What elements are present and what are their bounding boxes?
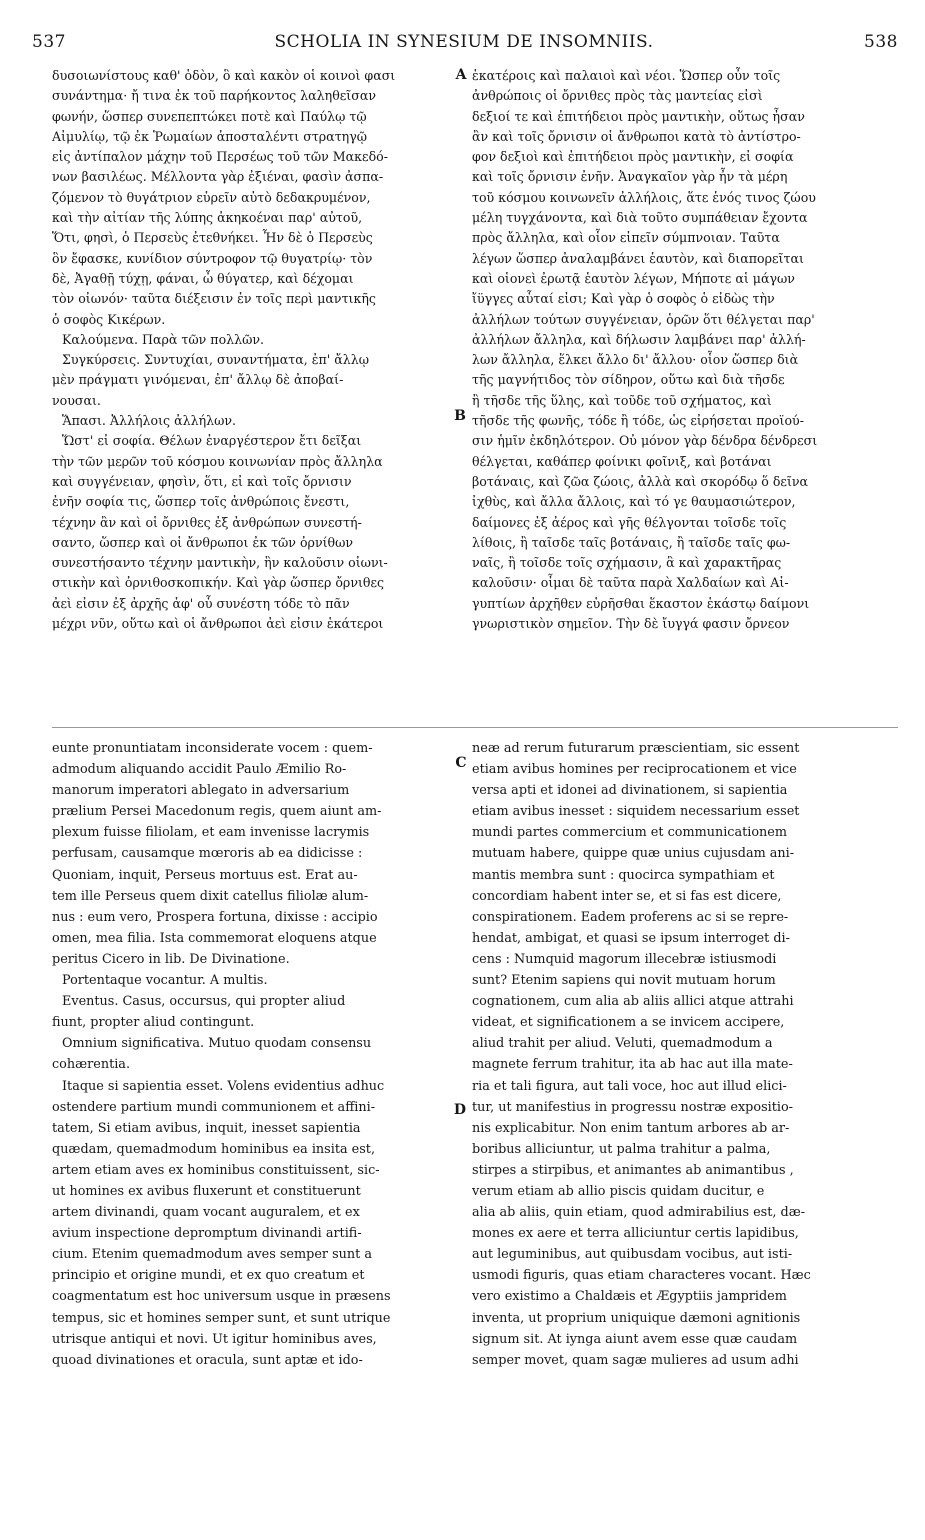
running-header <box>22 32 906 58</box>
greek-scholia-left-column <box>52 66 450 634</box>
text-line: μέλη τυγχάνοντα, καὶ διὰ τοῦτο συμπάθειαν ἔχοντα <box>472 210 808 226</box>
text-line: σιν ἡμῖν ἐκδηλότερον. Οὐ μόνον γὰρ δένδρα δένδρεσι <box>472 433 818 449</box>
text-line: magnete ferrum trahitur, ita ab hac aut illa mate- <box>472 1057 793 1073</box>
text-line: Καλούμενα. Παρὰ τῶν πολλῶν. <box>62 331 265 347</box>
text-line: fiunt, propter aliud contingunt. <box>52 1015 255 1031</box>
text-line: τοῦ κόσμου κοινωνεῖν ἀλλήλοις, ἅτε ἑνός τινος ζώου <box>472 189 816 205</box>
text-line: prælium Persei Macedonum regis, quem aiunt am- <box>52 804 382 820</box>
text-line: ἴϋγγες αὗταί εἰσι; Καὶ γὰρ ὁ σοφὸς ὁ εἰδὼς τὴν <box>472 291 775 307</box>
text-line: neæ ad rerum futurarum præscientiam, sic essent <box>472 741 800 756</box>
text-line: admodum aliquando accidit Paulo Æmilio Ro- <box>52 762 347 778</box>
text-line: tempus, sic et homines semper sunt, et sunt utrique <box>52 1310 391 1326</box>
text-line: mones ex aere et terra alliciuntur certis lapidibus, <box>472 1226 799 1242</box>
text-line: σαντο, ὥσπερ καὶ οἱ ἄνθρωποι ἐκ τῶν ὀρνίθων <box>52 534 354 550</box>
text-line: λων ἄλληλα, ἕλκει ἄλλο δι' ἄλλου· οἷον ὥσπερ διὰ <box>472 352 799 368</box>
text-line: semper movet, quam sagæ mulieres ad usum adhi <box>472 1352 799 1368</box>
text-line: ἐνῆν σοφία τις, ὥσπερ τοῖς ἀνθρώποις ἔνεστι, <box>52 494 350 510</box>
text-line: μέχρι νῦν, οὕτω καὶ οἱ ἄνθρωποι ἀεὶ εἰσιν ἑκάτεροι <box>52 616 384 632</box>
text-line: φον δεξιοὶ καὶ ἐπιτήδειοι πρὸς μαντικὴν, εἰ σοφία <box>472 149 794 165</box>
text-line: τὴν τῶν μερῶν τοῦ κόσμου κοινωνίαν πρὸς ἄλληλα <box>52 453 383 469</box>
text-line: tur, ut manifestius in progressu nostræ expositio- <box>472 1099 793 1115</box>
text-line: quoad divinationes et oracula, sunt aptæ et ido- <box>52 1352 363 1368</box>
text-line: ria et tali figura, aut tali voce, hoc aut illud elici- <box>472 1078 787 1094</box>
text-line: signum sit. At iynga aiunt avem esse quæ caudam <box>472 1331 798 1347</box>
text-line: δὲ, Ἀγαθῇ τύχῃ, φάναι, ὦ θύγατερ, καὶ δέχομαι <box>52 270 354 286</box>
text-line: artem divinandi, quam vocant auguralem, et ex <box>52 1205 360 1221</box>
text-line: ut homines ex avibus fluxerunt et constituerunt <box>52 1183 361 1199</box>
greek-scholia-right-column <box>472 66 896 634</box>
text-line: ναῖς, ἢ τοῖσδε τοῖς σχήμασιν, ἃ καὶ χαρακτῆρας <box>472 555 782 571</box>
text-line: mundi partes commercium et communicationem <box>472 825 787 841</box>
text-line: utrisque antiqui et novi. Ut igitur hominibus aves, <box>52 1331 377 1347</box>
column-divider-rule <box>52 727 898 728</box>
text-line: ζόμενον τὸ θυγάτριον εὑρεῖν αὐτὸ δεδακρυμένον, <box>52 189 371 205</box>
text-line: καὶ συγγένειαν, φησὶν, ὅτι, εἰ καὶ τοῖς ὄρνισιν <box>52 473 352 489</box>
text-line: principio et origine mundi, et ex quo creatum et <box>52 1268 365 1284</box>
text-line: φωνήν, ὥσπερ συνεπεπτώκει ποτὲ καὶ Παύλῳ τῷ <box>52 108 367 124</box>
text-line: manorum imperatori ablegato in adversarium <box>52 783 350 799</box>
text-line: ostendere partium mundi communionem et affini- <box>52 1099 376 1115</box>
text-line: eunte pronuntiatam inconsiderate vocem : quem- <box>52 741 373 756</box>
text-line: verum etiam ab allio piscis quidam ducitur, e <box>472 1183 765 1199</box>
text-line: mutuam habere, quippe quæ unius cujusdam ani- <box>472 846 795 862</box>
text-line: Αἰμυλίῳ, τῷ ἐκ Ῥωμαίων ἀποσταλέντι στρατηγῷ <box>52 128 367 144</box>
text-line: συνάντημα· ἤ τινα ἐκ τοῦ παρήκοντος λαληθεῖσαν <box>52 88 376 104</box>
section-marker-d: D <box>453 1102 467 1118</box>
text-line: λίθοις, ἢ ταῖσδε ταῖς βοτάναις, ἢ ταῖσδε ταῖς φω- <box>472 534 791 550</box>
text-line: concordiam habent inter se, et si fas est dicere, <box>472 888 782 904</box>
text-line: Ἅπασι. Ἀλλήλοις ἀλλήλων. <box>62 413 237 429</box>
text-line: Omnium significativa. Mutuo quodam consensu <box>62 1036 372 1052</box>
text-line: τέχνην ἂν καὶ οἱ ὄρνιθες ἐξ ἀνθρώπων συνεστή- <box>52 514 362 530</box>
text-line: alia ab aliis, quin etiam, quod admirabilius est, dæ- <box>472 1205 806 1221</box>
text-line: Quoniam, inquit, Perseus mortuus est. Erat au- <box>52 867 358 883</box>
text-line: Ὅτι, φησὶ, ὁ Περσεὺς ἐτεθνήκει. Ἦν δὲ ὁ Περσεὺς <box>52 230 373 246</box>
text-line: coagmentatum est hoc universum usque in præsens <box>52 1289 391 1305</box>
text-line: Ὥστ' εἰ σοφία. Θέλων ἐναργέστερον ἔτι δεῖξαι <box>62 433 362 449</box>
text-line: ἀλλήλων τούτων συγγένειαν, ὁρῶν ὅτι θέλγεται παρ' <box>472 311 815 327</box>
text-line: plexum fuisse filiolam, et eam invenisse lacrymis <box>52 825 370 841</box>
text-line: stirpes a stirpibus, et animantes ab animantibus , <box>472 1162 794 1178</box>
text-line: omen, mea filia. Ista commemorat eloquens atque <box>52 930 377 946</box>
text-line: θέλγεται, καθάπερ φοίνικι φοῖνιξ, καὶ βοτάναι <box>472 453 772 469</box>
text-line: ἀλλήλων ἄλληλα, καὶ δήλωσιν λαμβάνει παρ' ἀλλή- <box>472 331 806 347</box>
text-line: νουσαι. <box>52 392 101 408</box>
text-line: ἰχθὺς, καὶ ἄλλα ἄλλοις, καὶ τό γε θαυμασιώτερον, <box>472 494 796 510</box>
text-line: μὲν πράγματι γινόμεναι, ἐπ' ἄλλῳ δὲ ἀποβαί- <box>52 372 344 388</box>
text-line: εἰς ἀντίπαλον μάχην τοῦ Περσέως τοῦ τῶν Μακεδό- <box>52 149 388 165</box>
text-line: usmodi figuris, quas etiam characteres vocant. Hæc <box>472 1268 811 1284</box>
text-line: aliud trahit per aliud. Veluti, quemadmodum a <box>472 1036 773 1052</box>
left-page-number: 537 <box>32 32 66 52</box>
text-line: vero existimo a Chaldæis et Ægyptiis jampridem <box>472 1289 787 1305</box>
text-line: τὸν οἰωνόν· ταῦτα διέξεισιν ἐν τοῖς περὶ μαντικῆς <box>52 291 376 307</box>
text-line: avium inspectione depromptum divinandi artifi- <box>52 1226 362 1242</box>
section-marker-a: A <box>455 67 467 83</box>
text-line: mantis membra sunt : quocirca sympathiam et <box>472 867 775 883</box>
latin-translation-right-column <box>472 738 896 1371</box>
text-line: ὁ σοφὸς Κικέρων. <box>52 311 166 327</box>
text-line: καὶ οἱονεὶ ἐρωτᾷ ἑαυτὸν λέγων, Μήποτε αἱ μάγων <box>472 270 795 286</box>
text-line: Portentaque vocantur. A multis. <box>62 973 268 989</box>
text-line: ἢ τῆσδε τῆς ὕλης, καὶ τοῦδε τοῦ σχήματος, καὶ <box>472 392 772 408</box>
text-line: Eventus. Casus, occursus, qui propter aliud <box>62 994 346 1010</box>
text-line: cognationem, cum alia ab aliis allici atque attrahi <box>472 994 794 1010</box>
text-line: sunt? Etenim sapiens qui novit mutuam horum <box>472 973 776 989</box>
section-marker-b: B <box>454 408 466 424</box>
text-line: τῆς μαγνήτιδος τὸν σίδηρον, οὕτω καὶ διὰ τῆσδε <box>472 372 785 388</box>
text-line: perfusam, causamque mœroris ab ea didicisse : <box>52 846 363 862</box>
text-line: artem etiam aves ex hominibus constituissent, sic- <box>52 1162 380 1178</box>
text-line: inventa, ut proprium uniquique dæmoni agnitionis <box>472 1310 801 1326</box>
text-line: καλοῦσιν· οἶμαι δὲ ταῦτα παρὰ Χαλδαίων καὶ Αἰ- <box>472 575 789 591</box>
text-line: δυσοιωνίστους καθ' ὁδὸν, ὃ καὶ κακὸν οἱ κοινοὶ φασι <box>52 68 396 83</box>
text-line: πρὸς ἄλληλα, καὶ οἷον εἰπεῖν σύμπνοιαν. Ταῦτα <box>472 230 780 246</box>
text-line: boribus alliciuntur, ut palma trahitur a palma, <box>472 1141 771 1157</box>
text-line: nis explicabitur. Non enim tantum arbores ab ar- <box>472 1120 790 1136</box>
text-line: στικὴν καὶ ὀρνιθοσκοπικήν. Καὶ γὰρ ὥσπερ ὄρνιθες <box>52 575 385 591</box>
text-line: etiam avibus inesset : siquidem necessarium esset <box>472 804 800 820</box>
text-line: ἀεὶ εἰσιν ἐξ ἀρχῆς ἀφ' οὗ συνέστη τόδε τὸ πᾶν <box>52 595 350 611</box>
text-line: βοτάναις, καὶ ζῶα ζώοις, ἀλλὰ καὶ σκορόδῳ ὅ δεῖνα <box>472 473 809 489</box>
text-line: καὶ τοῖς ὄρνισιν ἐνῆν. Ἀναγκαῖον γὰρ ἦν τὰ μέρη <box>472 169 788 185</box>
text-line: ἑκατέροις καὶ παλαιοὶ καὶ νέοι. Ὥσπερ οὖν τοῖς <box>472 68 781 83</box>
section-marker-c: C <box>455 755 467 771</box>
text-line: videat, et significationem a se invicem accipere, <box>472 1015 785 1031</box>
running-title: SCHOLIA IN SYNESIUM DE INSOMNIIS. <box>274 32 654 52</box>
text-line: cium. Etenim quemadmodum aves semper sunt a <box>52 1247 372 1263</box>
text-line: γνωριστικὸν σημεῖον. Τὴν δὲ ἴυγγά φασιν ὄρνεον <box>472 616 790 632</box>
text-line: tatem, Si etiam avibus, inquit, inesset sapientia <box>52 1120 361 1136</box>
text-line: versa apti et idonei ad divinationem, si sapientia <box>472 783 788 799</box>
text-line: conspirationem. Eadem proferens ac si se repre- <box>472 909 789 925</box>
text-line: τῆσδε τῆς φωνῆς, τόδε ἢ τόδε, ὡς εἰρήσεται προϊού- <box>472 413 804 429</box>
text-line: ὃν ἔφασκε, κυνίδιον σύντροφον τῷ θυγατρίῳ· τὸν <box>52 250 373 266</box>
text-line: δεξιοί τε καὶ ἐπιτήδειοι πρὸς μαντικὴν, οὕτως ἦσαν <box>472 108 805 124</box>
text-line: ἂν καὶ τοῖς ὄρνισιν οἱ ἄνθρωποι κατὰ τὸ ἀντίστρο- <box>472 128 801 144</box>
text-line: hendat, ambigat, et quasi se ipsum interroget di- <box>472 930 790 946</box>
text-line: συνεστήσαντο τέχνην μαντικὴν, ἣν καλοῦσιν οἰωνι- <box>52 555 388 571</box>
latin-translation-left-column <box>52 738 450 1371</box>
text-line: cens : Numquid magorum illecebræ istiusmodi <box>472 951 777 967</box>
text-line: quædam, quemadmodum hominibus ea insita est, <box>52 1141 376 1157</box>
text-line: νων βασιλέως. Μέλλοντα γὰρ ἐξιέναι, φασὶν ἀσπα- <box>52 169 384 185</box>
text-line: Itaque si sapientia esset. Volens evidentius adhuc <box>62 1078 385 1094</box>
text-line: cohærentia. <box>52 1057 131 1073</box>
text-line: peritus Cicero in lib. De Divinatione. <box>52 951 290 967</box>
text-line: tem ille Perseus quem dixit catellus filiolæ alum- <box>52 888 369 904</box>
text-line: γυπτίων ἀρχῆθεν εὑρῆσθαι ἕκαστον ἑκάστῳ δαίμονι <box>472 595 810 611</box>
right-page-number: 538 <box>864 32 898 52</box>
text-line: δαίμονες ἐξ ἀέρος καὶ γῆς θέλγονται τοῖσδε τοῖς <box>472 514 787 530</box>
text-line: etiam avibus homines per reciprocationem et vice <box>472 762 797 778</box>
text-line: nus : eum vero, Prospera fortuna, dixisse : accipio <box>52 909 378 925</box>
text-line: καὶ τὴν αἰτίαν τῆς λύπης ἀκηκοέναι παρ' αὐτοῦ, <box>52 210 363 226</box>
text-line: Συγκύρσεις. Συντυχίαι, συναντήματα, ἐπ' ἄλλῳ <box>62 352 369 368</box>
text-line: λέγων ὥσπερ ἀναλαμβάνει ἑαυτὸν, καὶ διαπορεῖται <box>472 250 804 266</box>
text-line: aut leguminibus, aut quibusdam vocibus, aut isti- <box>472 1247 793 1263</box>
text-line: ἀνθρώποις οἱ ὄρνιθες πρὸς τὰς μαντείας εἰσὶ <box>472 88 763 104</box>
